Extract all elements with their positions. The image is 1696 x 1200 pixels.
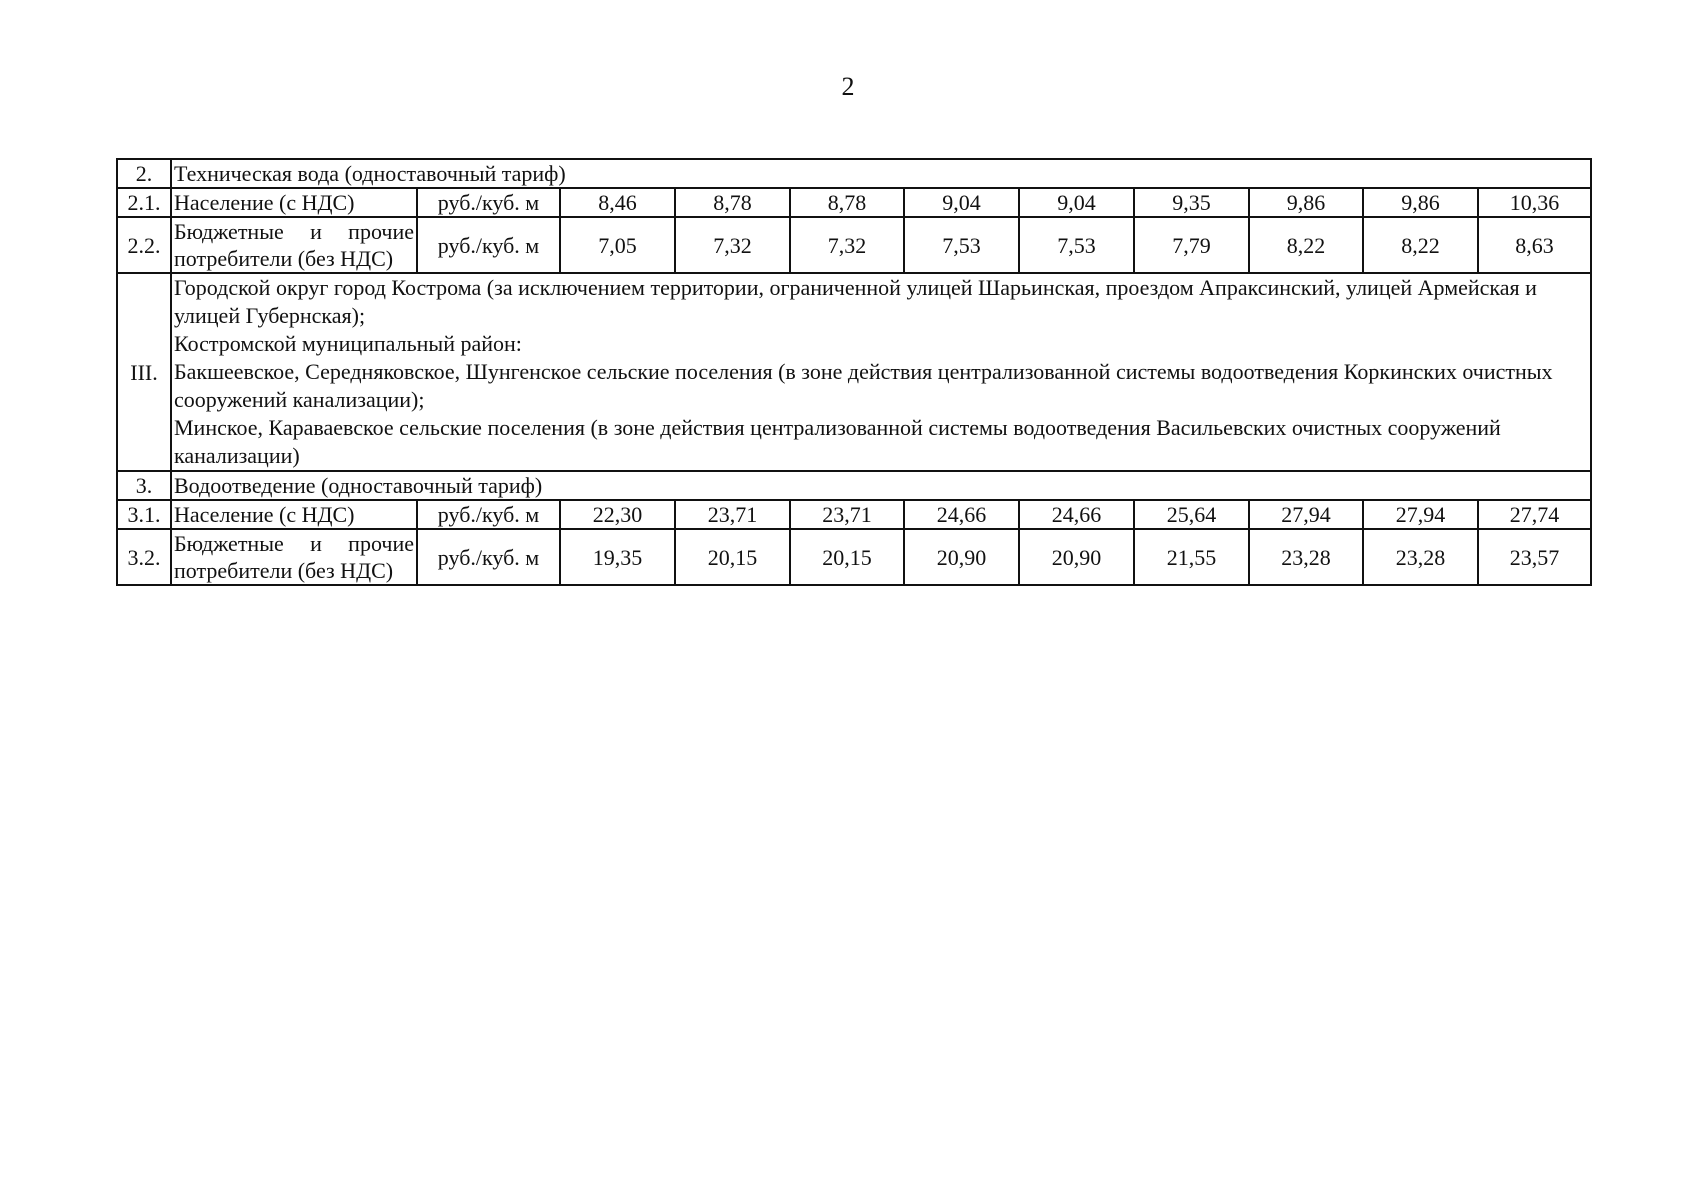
row-number: 2.: [117, 159, 171, 188]
tariff-value: 8,78: [790, 188, 904, 217]
tariff-value: 23,71: [790, 500, 904, 529]
tariff-value: 19,35: [560, 529, 675, 585]
consumer-category: Бюджетные и прочие потребители (без НДС): [171, 529, 417, 585]
tariff-value: 9,86: [1249, 188, 1363, 217]
tariff-value: 7,79: [1134, 217, 1249, 273]
table-row: [117, 159, 1591, 188]
tariff-value: 8,46: [560, 188, 675, 217]
tariff-value: 27,74: [1478, 500, 1591, 529]
tariff-value: 23,71: [675, 500, 790, 529]
territory-line: Городской округ город Кострома (за исключением территории, ограниченной улицей Шарьинская, проездом Апраксинский, улицей Армейская и улицей Губернская);: [174, 275, 1537, 328]
tariff-value: 21,55: [1134, 529, 1249, 585]
tariff-value: 27,94: [1249, 500, 1363, 529]
table-body: [117, 159, 1591, 585]
tariff-value: 7,05: [560, 217, 675, 273]
tariff-value: 7,53: [1019, 217, 1134, 273]
tariff-value: 23,57: [1478, 529, 1591, 585]
consumer-category: Население (с НДС): [171, 188, 417, 217]
table-row: [117, 188, 1591, 217]
tariff-value: 8,22: [1363, 217, 1478, 273]
tariff-table: [116, 158, 1592, 586]
tariff-value: 8,22: [1249, 217, 1363, 273]
consumer-category: Население (с НДС): [171, 500, 417, 529]
row-number: 2.2.: [117, 217, 171, 273]
territory-line: Бакшеевское, Середняковское, Шунгенское сельские поселения (в зоне действия централизованной системы водоотведения Коркинских очистных сооружений канализации);: [174, 359, 1553, 412]
tariff-value: 7,32: [790, 217, 904, 273]
tariff-value: 7,32: [675, 217, 790, 273]
tariff-value: 20,15: [675, 529, 790, 585]
table-row: [117, 471, 1591, 500]
tariff-value: 9,35: [1134, 188, 1249, 217]
tariff-value: 7,53: [904, 217, 1019, 273]
tariff-value: 20,90: [1019, 529, 1134, 585]
territory-description: [171, 273, 1591, 471]
row-number: 3.: [117, 471, 171, 500]
tariff-value: 10,36: [1478, 188, 1591, 217]
tariff-value: 8,63: [1478, 217, 1591, 273]
tariff-value: 9,04: [1019, 188, 1134, 217]
table-row: [117, 529, 1591, 585]
section-title: Водоотведение (одноставочный тариф): [171, 471, 1591, 500]
tariff-value: 24,66: [1019, 500, 1134, 529]
table-row: [117, 273, 1591, 471]
consumer-category: Бюджетные и прочие потребители (без НДС): [171, 217, 417, 273]
unit-cell: руб./куб. м: [417, 188, 560, 217]
tariff-value: 9,86: [1363, 188, 1478, 217]
unit-cell: руб./куб. м: [417, 529, 560, 585]
tariff-value: 22,30: [560, 500, 675, 529]
tariff-value: 9,04: [904, 188, 1019, 217]
row-number: 2.1.: [117, 188, 171, 217]
row-number: III.: [117, 273, 171, 471]
section-title: Техническая вода (одноставочный тариф): [171, 159, 1591, 188]
tariff-value: 23,28: [1249, 529, 1363, 585]
table-row: [117, 217, 1591, 273]
tariff-value: 25,64: [1134, 500, 1249, 529]
territory-line: Минское, Караваевское сельские поселения (в зоне действия централизованной системы водоотведения Васильевских очистных сооружений канализации): [174, 415, 1501, 468]
tariff-value: 24,66: [904, 500, 1019, 529]
page-number: 2: [841, 72, 855, 101]
unit-cell: руб./куб. м: [417, 500, 560, 529]
table-row: [117, 500, 1591, 529]
row-number: 3.1.: [117, 500, 171, 529]
tariff-value: 8,78: [675, 188, 790, 217]
territory-line: Костромской муниципальный район:: [174, 331, 522, 356]
row-number: 3.2.: [117, 529, 171, 585]
tariff-value: 27,94: [1363, 500, 1478, 529]
tariff-value: 20,90: [904, 529, 1019, 585]
tariff-value: 23,28: [1363, 529, 1478, 585]
unit-cell: руб./куб. м: [417, 217, 560, 273]
tariff-value: 20,15: [790, 529, 904, 585]
